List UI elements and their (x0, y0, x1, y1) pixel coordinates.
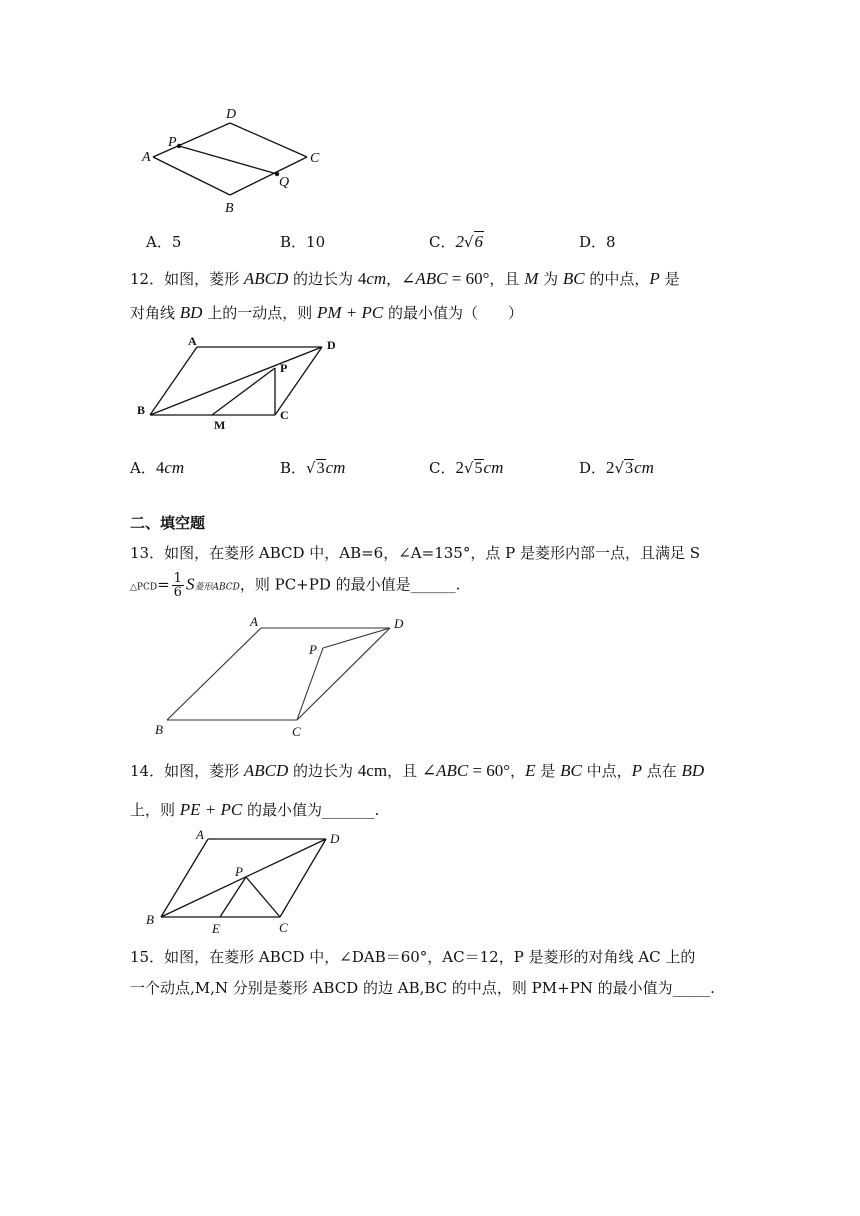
q11-label-c: C (310, 151, 320, 166)
q11-label-q: Q (279, 175, 290, 190)
q12-edge-ba (150, 347, 197, 415)
q12-line-2: 对角线 BD 上的一动点，则 PM + PC 的最小值为（ ） (130, 303, 524, 322)
q13-line-1: 13．如图，在菱形 ABCD 中，AB=6，∠A=135°，点 P 是菱形内部一点，且满足 S (130, 544, 701, 562)
q11-option-a: A．5 (146, 233, 182, 251)
q11-label-p: P (168, 135, 177, 150)
q14-label-d: D (330, 831, 340, 846)
q11-option-c-sqrt: √6 (463, 232, 484, 251)
q14-segment-pc (246, 877, 280, 917)
q15-line-2: 一个动点,M,N 分别是菱形 ABCD 的边 AB,BC 的中点，则 PM+PN 的最小值为_____. (130, 979, 715, 997)
q11-option-c (429, 231, 484, 252)
q14-label-p: P (235, 864, 243, 879)
q12-label-m: M (214, 418, 226, 432)
q13-sub-triangle: △PCD (130, 582, 158, 593)
q13-label-b: B (155, 722, 163, 737)
q14-edge-dc (280, 839, 326, 917)
q11-label-a: A (142, 150, 151, 165)
q11-option-c-label: C． (429, 233, 456, 251)
q11-label-d: D (226, 107, 237, 122)
q13-label-c: C (292, 724, 301, 739)
q14-label-c: C (279, 920, 288, 935)
q12-option-b: B．√3cm (280, 458, 346, 477)
q12-edge-dc (275, 347, 322, 415)
q11-edge-ba (153, 157, 230, 195)
q14-diagonal-bd (161, 839, 326, 917)
q11-segment-pq (179, 146, 277, 174)
q13-edge-ba (167, 628, 261, 720)
q11-label-b: B (225, 201, 234, 216)
q11-rhombus-figure (130, 100, 350, 220)
q14-label-a: A (196, 827, 204, 842)
q11-option-b: B．10 (280, 233, 326, 251)
q14-line-1: 14．如图，菱形 ABCD 的边长为 4cm，且 ∠ABC = 60°，E 是 BC 中点，P 点在 BD (130, 761, 705, 780)
q15-line-1: 15．如图，在菱形 ABCD 中，∠DAB＝60°，AC＝12，P 是菱形的对角线 AC 上的 (130, 948, 696, 966)
q12-label-c: C (280, 408, 289, 422)
q12-label-a: A (188, 334, 197, 348)
q13-label-d: D (394, 616, 404, 631)
q11-option-d: D．8 (579, 233, 616, 251)
q14-label-e: E (212, 921, 220, 936)
q13-rhombus-figure (150, 610, 420, 740)
q13-segment-pc (297, 648, 323, 720)
q11-edge-ad (153, 123, 230, 157)
q14-line-2: 上，则 PE + PC 的最小值为_______. (130, 800, 380, 819)
q12-option-a: A．4cm (130, 458, 185, 477)
q12-label-p: P (280, 361, 288, 375)
q11-edge-cb (230, 157, 307, 195)
section-heading-fill-blank: 二、填空题 (130, 514, 206, 532)
q13-label-a: A (250, 614, 258, 629)
q14-rhombus-figure (140, 826, 360, 938)
q12-rhombus-figure (130, 332, 360, 436)
q12-label-d: D (327, 338, 336, 352)
q11-option-c-coef: 2 (455, 232, 464, 251)
q13-label-p: P (309, 642, 317, 657)
q13-fraction: $\frac{1}{6}$ (173, 571, 182, 600)
q12-label-b: B (137, 403, 146, 417)
q14-label-b: B (146, 912, 154, 927)
q12-option-c: C．2√5cm (429, 458, 504, 477)
q11-edge-dc (230, 123, 307, 157)
q12-segment-pm (212, 368, 275, 415)
q12-diagonal-bd (150, 347, 322, 415)
q13-line-2: △PCD= $\frac{1}{6}$ S菱形ABCD，则 PC+PD 的最小值是______. (130, 571, 461, 600)
q12-option-d: D．2√3cm (579, 458, 654, 477)
q12-line-1: 12．如图，菱形 ABCD 的边长为 4cm，∠ABC = 60°，且 M 为 BC 的中点，P 是 (130, 269, 680, 288)
q11-point-p (177, 144, 181, 148)
